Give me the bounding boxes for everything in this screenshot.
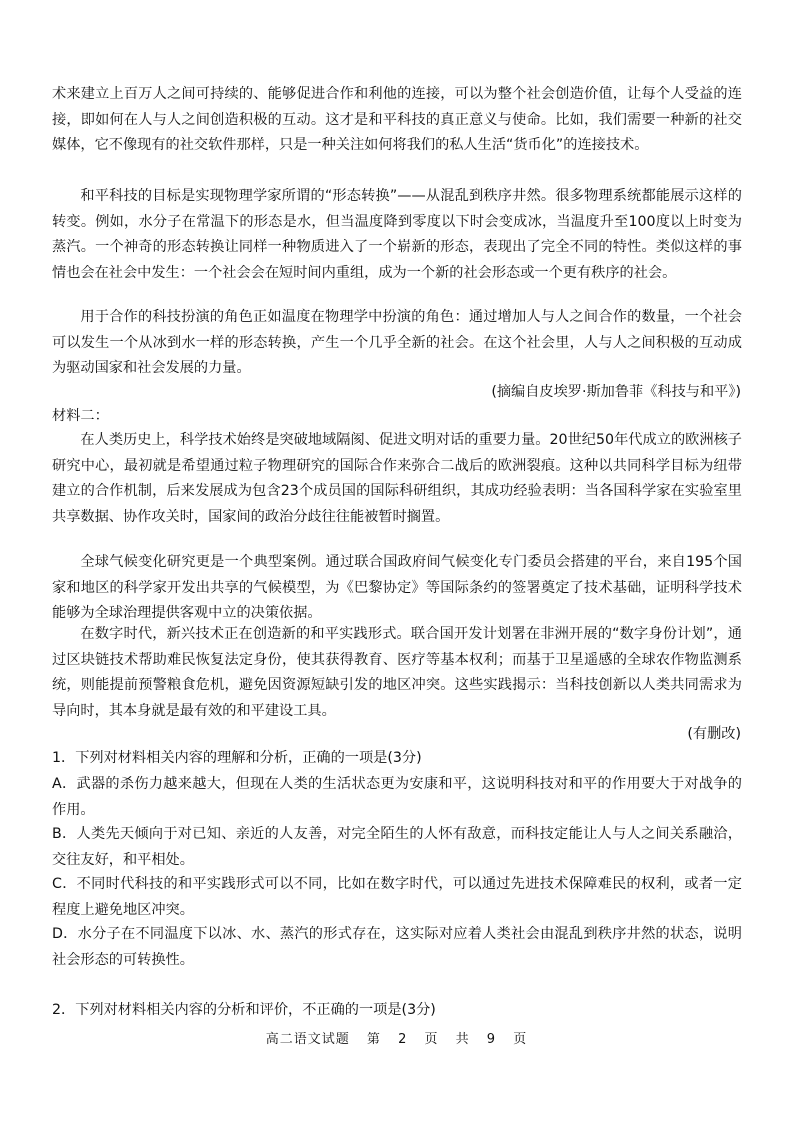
footer-page-number: 2: [398, 1032, 408, 1047]
paragraph-phase-transition: 和平科技的目标是实现物理学家所谓的“形态转换”——从混乱到秩序井然。很多物理系统都能展示这样的转变。例如，水分子在常温下的形态是水，但当温度降到零度以下时会变成冰，当温度升至100度以上时变为蒸汽。一个神奇的形态转换让同样一种物质进入了一个崭新的形态，表现出了完全不同的特性。类似这样的事情也会在社会中发生：一个社会会在短时间内重组，成为一个新的社会形态或一个更有秩序的社会。: [52, 188, 742, 281]
paragraph-cern: 在人类历史上，科学技术始终是突破地域隔阂、促进文明对话的重要力量。20世纪50年代成立的欧洲核子研究中心，最初就是希望通过粒子物理研究的国际合作来弥合二战后的欧洲裂痕。这种以共同科学目标为纽带建立的合作机制，后来发展成为包含23个成员国的国际科研组织，其成功经验表明：当各国科学家在实验室里共享数据、协作攻关时，国家间的政治分歧往往能被暂时搁置。: [52, 432, 742, 525]
question-1-stem: 1．下列对材料相关内容的理解和分析，正确的一项是(3分): [52, 750, 422, 766]
paragraph-digital-era: 在数字时代，新兴技术正在创造新的和平实践形式。联合国开发计划署在非洲开展的“数字身份计划”，通过区块链技术帮助难民恢复法定身份，使其获得教育、医疗等基本权利；而基于卫星遥感的全球农作物监测系统，则能提前预警粮食危机，避免因资源短缺引发的地区冲突。这些实践揭示：当科技创新以人类共同需求为导向时，其本身就是最有效的和平建设工具。: [52, 626, 742, 719]
material-two-heading: 材料二：: [52, 408, 109, 424]
footer-di: 第: [366, 1032, 381, 1047]
source-citation-1: (摘编自皮埃罗·斯加鲁菲《科技与和平》): [491, 384, 741, 400]
paragraph-climate: 全球气候变化研究更是一个典型案例。通过联合国政府间气候变化专门委员会搭建的平台，来自195个国家和地区的科学家开发出共享的气候模型，为《巴黎协定》等国际条约的签署奠定了技术基础，证明科学技术能够为全球治理提供客观中立的决策依据。: [52, 554, 742, 622]
question-1-option-a: A．武器的杀伤力越来越大，但现在人类的生活状态更为安康和平，这说明科技对和平的作用要大于对战争的作用。: [52, 776, 742, 818]
question-2-stem: 2．下列对材料相关内容的分析和评价，不正确的一项是(3分): [52, 1002, 436, 1018]
paragraph-cooperation-tech: 用于合作的科技扮演的角色正如温度在物理学中扮演的角色：通过增加人与人之间合作的数量，一个社会可以发生一个从冰到水一样的形态转换，产生一个几乎全新的社会。在这个社会里，人与人之间积极的互动成为驱动国家和社会发展的力量。: [52, 309, 742, 377]
question-1-option-c: C．不同时代科技的和平实践形式可以不同，比如在数字时代，可以通过先进技术保障难民的权利，或者一定程度上避免地区冲突。: [52, 876, 742, 918]
footer-exam-title: 高二语文试题: [265, 1032, 350, 1047]
footer-gong: 共: [455, 1032, 470, 1047]
page-footer: [0, 1030, 793, 1050]
paragraph-continuation: 术来建立上百万人之间可持续的、能够促进合作和利他的连接，可以为整个社会创造价值，让每个人受益的连接，即如何在人与人之间创造积极的互动。这才是和平科技的真正意义与使命。比如，我们需要一种新的社交媒体，它不像现有的社交软件那样，只是一种关注如何将我们的私人生活“货币化”的连接技术。: [52, 86, 742, 154]
footer-ye2: 页: [513, 1032, 528, 1047]
question-1-option-b: B．人类先天倾向于对已知、亲近的人友善，对完全陌生的人怀有敌意，而科技定能让人与人之间关系融洽，交往友好，和平相处。: [52, 826, 742, 868]
footer-total-pages: 9: [486, 1032, 497, 1047]
source-citation-2: (有删改): [687, 726, 741, 742]
question-1-option-d: D．水分子在不同温度下以冰、水、蒸汽的形式存在，这实际对应着人类社会由混乱到秩序井然的状态，说明社会形态的可转换性。: [52, 926, 742, 968]
footer-ye: 页: [424, 1032, 439, 1047]
